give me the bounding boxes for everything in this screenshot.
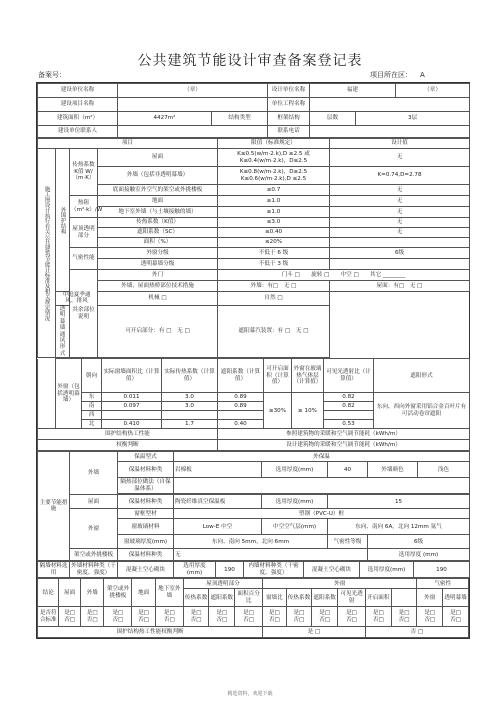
air-curtain-item: 透明幕墙分级 [98, 259, 218, 270]
north-sc: 0.40 [218, 420, 264, 429]
air-window-limit: 不低于 6 级 [218, 248, 330, 259]
concl-sky-sc: 遮阳系数 [209, 589, 235, 607]
outer-thickness-value: 190 [216, 562, 244, 578]
sky-k-design: 无 [330, 218, 470, 228]
orientation-west: 西 [82, 411, 102, 420]
basement-limit: ≥1.0 [218, 207, 330, 218]
heat-insulation-label: 隔热部位做法（自保温体系） [118, 478, 174, 494]
insulation-form-value: 外保温 [174, 452, 470, 462]
area-label: 建筑面积（m²） [38, 112, 118, 126]
ground-item: 地面 [98, 196, 218, 207]
door-item: 外门 [98, 270, 218, 281]
wall-thickness-value: 40 [328, 462, 368, 478]
inner-thickness-value: 190 [414, 562, 470, 578]
main-measures-label: 主要节能措施 [38, 452, 70, 561]
concl-basement: 地下室外墙 [155, 579, 183, 607]
south-sc: 0.89 [218, 402, 264, 411]
envelope-performance-label: 围护结构热工性能 [38, 429, 218, 440]
west-visible [324, 411, 374, 420]
floor-over-limit: ≤0.7 [218, 185, 330, 196]
east-visible: 0.82 [324, 393, 374, 402]
roof-item: 屋面 [98, 149, 218, 167]
air-grade-value: 6级 [368, 535, 470, 549]
gap-value: 东向、南向 6A，北向 12mm 氩气 [328, 519, 470, 535]
check-cell[interactable]: 是□ 否□ [263, 607, 287, 627]
designer-stamp: （章） [396, 84, 470, 98]
conclusion-table [37, 578, 469, 638]
window-shade-head: 遮阳形式 [374, 359, 470, 393]
check-cell[interactable]: 是□ 否□ [132, 607, 156, 627]
open-area-value: ≥30% [264, 393, 292, 429]
check-cell[interactable]: 是□ 否□ [80, 607, 104, 627]
check-cell[interactable]: 是□ 否□ [209, 607, 235, 627]
designer-location: 福建 [310, 84, 396, 98]
k-value-label: 传热系数K值 W/（m·K） [70, 149, 98, 196]
wall-item: 外墙（包括非透明幕墙） [98, 167, 218, 185]
orientation-north: 北 [82, 420, 102, 429]
east-k: 3.0 [162, 393, 218, 402]
inner-hollow-value: 混凝土空心砌块 [304, 562, 360, 578]
overhang-label: 架空或外挑楼板 [70, 549, 118, 561]
concl-window: 外窗 [263, 579, 417, 589]
glass-thickness-label: 窗玻璃厚度(mm) [118, 535, 174, 549]
floor-over-design: 无 [330, 185, 470, 196]
contact-label: 建设单位联系人 [38, 126, 118, 138]
gas-layer-value: ≥ 10% [292, 393, 324, 429]
page-footer: 精选资料，欢迎下载 [227, 691, 273, 697]
atrium-item: 中庭夏季通风、排风 [56, 292, 98, 306]
measure-wall: 外墙 [70, 452, 118, 495]
measure-window: 外窗 [70, 509, 118, 549]
curtain-vent-item: 透明幕墙通风形式 [56, 305, 70, 357]
wall-material-table [37, 561, 470, 578]
concl-visible: 可见光透射 [338, 589, 366, 607]
sky-sc-design: 无 [330, 228, 470, 238]
meets-standard-label: 是否符合标准 [38, 607, 59, 627]
head-design: 设计值 [330, 139, 470, 149]
roof-material-label: 保温材料种类 [118, 495, 174, 509]
air-curtain-limit: 不低于 3 级 [218, 259, 330, 270]
structure-value: 框架结构 [268, 112, 310, 126]
concl-win-grade: 外窗 [417, 589, 443, 607]
overhang-thickness-label: 选用厚度 (mm) [368, 549, 470, 561]
window-wall-ratio-head: 实际窗墙面积比（计算值） [102, 359, 162, 393]
check-cell[interactable]: 是□ 否□ [365, 607, 391, 627]
door-options: 门斗 □ 旋转 □ 中空 □ 其它 ________ [218, 270, 470, 281]
window-visible-head: 可见光透射比（计算值） [324, 359, 374, 393]
builder-stamp: （章） [118, 84, 268, 98]
unit-name-label: 单位工程名称 [268, 98, 310, 112]
phone-value [310, 126, 470, 138]
check-cell[interactable]: 是□ 否□ [59, 607, 80, 627]
region-value: A [420, 71, 425, 79]
north-k: 1.7 [162, 420, 218, 429]
compliance-row [38, 607, 469, 627]
floors-value: 3层 [356, 112, 470, 126]
check-cell[interactable]: 是□ 否□ [391, 607, 417, 627]
bridge-roof-options: 屋面：有□ 无 □ [330, 281, 470, 292]
basement-item: 地下室外墙（与土壤接触的墙） [98, 207, 218, 218]
frame-label: 窗框型材 [118, 509, 174, 519]
concl-sky-area: 面积百分比 [235, 589, 263, 607]
insulation-form-label: 保温型式 [118, 452, 174, 462]
wall-design: K=0.74,D=2.78 [330, 167, 470, 185]
air-window-item: 外窗分级 [98, 248, 218, 259]
ground-limit: ≥1.0 [218, 196, 330, 207]
air-window-design: 6级 [330, 248, 470, 259]
other-parts-label: 其余部位说明 [70, 270, 98, 358]
wall-limit: K≤0.8(w/m·2.k)，D≥2.5 K≤0.6(w/m·2.k),D ≤2.5 [218, 167, 330, 185]
glass-label: 窗玻璃材料 [118, 519, 174, 535]
wall-thickness-label: 选用厚度(mm) [262, 462, 328, 478]
registration-number-label: 备案号： [38, 71, 66, 79]
orientation-south: 南 [82, 402, 102, 411]
roof-design: 无 [330, 149, 470, 167]
check-cell[interactable]: 是□ 否□ [235, 607, 263, 627]
tradeoff-label: 权衡判断 [38, 440, 218, 451]
conclusion-label: 结论 [38, 579, 59, 607]
west-k [162, 411, 218, 420]
bridge-wall-options: 外墙：有□ 无 □ [218, 281, 330, 292]
design-energy-label: 设计建筑物的采暖和空气调节能耗（kWh/m） [218, 440, 470, 451]
outer-material-label: 外墙材料种类（干密度、强度） [71, 563, 116, 576]
window-open-head: 可开启面积（计算值） [264, 359, 292, 393]
builder-name-label: 建设单位名称 [38, 84, 118, 98]
south-visible: 0.82 [324, 402, 374, 411]
north-ratio: 0.410 [102, 420, 162, 429]
concl-skylight: 屋顶透明部分 [183, 579, 262, 589]
wall-color-value: 浅色 [418, 462, 470, 478]
concl-overhang: 架空或外挑楼板 [104, 579, 132, 607]
insulation-material-label: 保温材料种类 [118, 462, 174, 478]
check-cell[interactable]: 是□ 否□ [417, 607, 443, 627]
window-label: 外窗（包括透明幕墙） [56, 359, 82, 429]
window-section-spacer [38, 359, 56, 429]
bridge-item: 外墙、屋面热桥部位技术措施 [98, 281, 218, 292]
curtain-shade-options: 遮阳幕汽装置：有 □ 无 □ [218, 305, 330, 357]
region-label [370, 70, 425, 80]
check-cell[interactable]: 是□ 否□ [155, 607, 183, 627]
west-sc [218, 411, 264, 420]
final-judgment-yes[interactable]: 是 □ [263, 627, 366, 638]
insulation-material-value: 岩棉板 [174, 462, 262, 478]
atrium-mechanical: 机械 □ [98, 292, 218, 306]
glass-thickness-value: 东向、南向 5mm，北向 6mm [174, 535, 328, 549]
concl-floor: 地面 [132, 579, 156, 607]
concl-win-sc: 遮阳系数 [312, 589, 338, 607]
final-judgment-no[interactable]: 否 □ [365, 627, 468, 638]
roof-limit: K≤0.5(w/m·2.k),D ≥2.5 或 K≤0.4(w/m·2.k)，D≤2.5 [218, 149, 330, 167]
east-ratio: 0.011 [102, 393, 162, 402]
overhang-material-label: 保温材料种类 [118, 549, 174, 561]
atrium-natural: 自然 □ [218, 292, 330, 306]
floor-over-item: 底面接触室外空气的架空或外挑楼板 [98, 185, 218, 196]
glass-value: Low-E 中空 [174, 519, 262, 535]
overhang-material-value: 无 [174, 549, 368, 561]
outer-thickness-label: 选用厚度 (mm) [174, 562, 216, 578]
check-cell[interactable]: 是□ 否□ [443, 607, 469, 627]
sky-area-item: 面积（%） [98, 238, 218, 248]
final-judgment-label: 围护结构热工性能权衡判断 [38, 627, 263, 638]
east-sc: 0.89 [218, 393, 264, 402]
sky-area-design [330, 238, 470, 248]
project-name-label: 建设项目名称 [38, 98, 118, 112]
reference-energy-label: 参照建筑物的采暖和空气调节能耗（kWh/m） [218, 429, 470, 440]
standard-compliance-label: 施工图设计执行有关公共建筑节能计标准及相关规定情况 [38, 149, 56, 358]
window-sc-head: 遮阳系数（计算值） [218, 359, 264, 393]
designer-name-label: 设计单位名称 [268, 84, 310, 98]
ground-design: 无 [330, 196, 470, 207]
inner-thickness-label: 选用厚度(mm) [360, 562, 414, 578]
unit-name-value [310, 98, 470, 112]
gap-label: 中空空气层(mm) [262, 519, 328, 535]
concl-sky-k: 传热系数 [183, 589, 209, 607]
basement-design: 无 [330, 207, 470, 218]
inner-wall-label: 隔墙材料选用 [38, 562, 70, 578]
contact-value [118, 126, 268, 138]
airtightness-label: 气密性能 [70, 248, 98, 270]
roof-thickness-label: 选用厚度(mm) [262, 495, 328, 509]
registration-form [36, 82, 470, 639]
heat-insulation-value [174, 478, 470, 494]
info-table [37, 83, 470, 138]
concl-win-k: 传热系数 [286, 589, 312, 607]
roof-material-value: 陶瓷纤维真空保温板 [174, 495, 262, 509]
concl-roof: 屋面 [59, 579, 80, 607]
concl-gas [391, 589, 417, 607]
envelope-table [37, 138, 470, 358]
concl-open: 开启面积 [365, 589, 391, 607]
check-cell[interactable]: 是□ 否□ [312, 607, 338, 627]
south-ratio: 0.097 [102, 402, 162, 411]
phone-label: 联系电话 [268, 126, 310, 138]
page-title: 公共建筑节能设计审查备案登记表 [137, 53, 363, 69]
area-value: 4427m² [118, 112, 212, 126]
window-k-head: 实际传热系数（计算值） [162, 359, 218, 393]
window-gas-head: 外窗在玻璃热气体层（计算值） [292, 359, 324, 393]
sky-k-limit: ≤3.0 [218, 218, 330, 228]
shade-description: 东向、西向外窗采用铝合金百叶片有可活动卷帘遮阳 [374, 393, 470, 429]
roof-thickness-value: 15 [328, 495, 470, 509]
sky-sc-item: 遮阳系数（SC） [98, 228, 218, 238]
outer-hollow-value: 混凝土空心砌块 [118, 562, 174, 578]
air-grade-label: 气密性等级 [328, 535, 368, 549]
frame-value: 塑钢（PVC-U）框 [174, 509, 470, 519]
inner-material-label: 内墙材料种类（干密度、强度） [244, 562, 304, 578]
air-curtain-design [330, 259, 470, 270]
concl-airtight: 气密性 [417, 579, 469, 589]
orientation-head: 朝向 [82, 359, 102, 393]
check-cell[interactable]: 是□ 否□ [104, 607, 132, 627]
measure-roof: 屋面 [70, 495, 118, 509]
concl-curtain: 透明幕墙 [443, 589, 469, 607]
curtain-vent-options: 可开启部分：有 □ 无 □ [98, 305, 218, 357]
check-cell[interactable]: 是□ 否□ [338, 607, 366, 627]
west-ratio [102, 411, 162, 420]
check-cell[interactable]: 是□ 否□ [286, 607, 312, 627]
window-table [37, 358, 470, 451]
thermal-resistance-label: 热阻（m²·k）/W [70, 196, 98, 218]
measures-table [37, 451, 470, 561]
concl-wall: 外墙 [80, 579, 104, 607]
structure-label: 结构类型 [212, 112, 268, 126]
envelope-label: 外围护结构 [56, 149, 70, 292]
south-k: 3.0 [162, 402, 218, 411]
check-cell[interactable]: 是□ 否□ [183, 607, 209, 627]
wall-color-label: 外墙颜色 [368, 462, 418, 478]
head-limit: 限值（标准规定） [218, 139, 330, 149]
concl-ratio: 窗墙比 [263, 589, 287, 607]
project-name-value [118, 98, 268, 112]
sky-sc-limit: ≤0.40 [218, 228, 330, 238]
sky-area-limit: ≤20% [218, 238, 330, 248]
region-label-text: 项目所在区： [370, 71, 412, 79]
orientation-east: 东 [82, 393, 102, 402]
north-visible: 0.53 [324, 420, 374, 429]
head-item: 项目 [38, 139, 218, 149]
skylight-label: 屋顶透明部分 [70, 218, 98, 248]
floors-label: 层数 [310, 112, 356, 126]
sky-k-item: 传热系数（K值） [98, 218, 218, 228]
